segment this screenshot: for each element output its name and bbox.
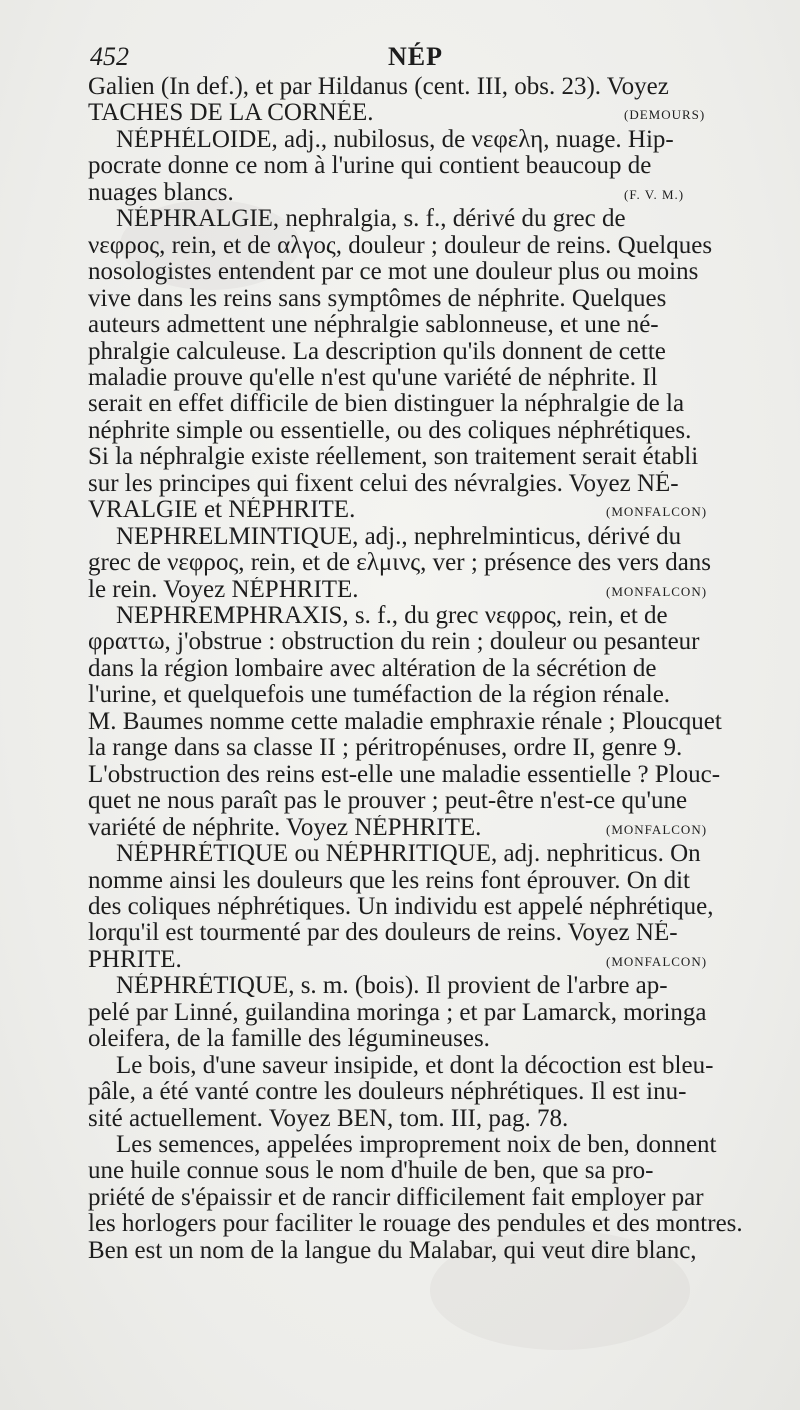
text-line [88,471,748,497]
text-line [88,629,748,655]
line-text: nosologistes entendent par ce mot une douleur plus ou moins [88,259,699,286]
line-text: dans la région lombaire avec altération de la sécrétion de [88,655,657,682]
line-text: serait en effet difficile de bien distinguer la néphralgie de la [88,391,685,418]
line-text: l'urine, et quelquefois une tuméfaction de la région rénale. [88,682,671,709]
text-line [116,1132,748,1158]
text-line [88,1000,748,1026]
text-line [88,868,748,894]
author-signature: (MONFALCON) [606,504,708,520]
line-text: pelé par Linné, guilandina moringa ; et par Lamarck, moringa [88,999,707,1026]
line-text: oleifera, de la famille des légumineuses. [88,1026,490,1053]
line-text: Galien (In def.), et par Hildanus (cent. III, obs. 23). Voyez [88,74,669,100]
line-text: une huile connue sous le nom d'huile de ben, que sa pro- [88,1158,654,1185]
line-text: quet ne nous paraît pas le prouver ; peut-être n'est-ce qu'une [88,788,688,815]
line-text: NEPHREMPHRAXIS, s. f., du grec νεφρος, rein, et de [116,603,668,629]
line-text: le rein. Voyez NÉPHRITE. [88,576,359,603]
line-text: L'obstruction des reins est-elle une maladie essentielle ? Plouc- [88,761,721,788]
line-text: vive dans les reins sans symptômes de néphrite. Quelques [88,285,667,312]
text-line [88,1106,748,1132]
text-line [88,1185,748,1211]
text-line [88,762,748,788]
line-text: maladie prouve qu'elle n'est qu'une variété de néphrite. Il [88,364,658,391]
line-text: pâle, a été vanté contre les douleurs néphrétiques. Il est inu- [88,1079,687,1106]
line-text: sité actuellement. Voyez BEN, tom. III, pag. 78. [88,1105,569,1132]
text-line [88,709,748,735]
line-text: nomme ainsi les douleurs que les reins font éprouver. On dit [88,867,690,894]
text-line [88,391,748,417]
line-text: M. Baumes nomme cette maladie emphraxie rénale ; Ploucquet [88,708,722,735]
line-text: des coliques néphrétiques. Un individu est appelé néphrétique, [88,893,714,920]
text-line [88,1238,748,1264]
text-line [88,682,748,708]
text-line [116,206,748,232]
text-line [116,524,748,550]
line-text: Si la néphralgie existe réellement, son traitement serait établi [88,444,699,471]
line-text: les horlogers pour faciliter le rouage des pendules et des montres. [88,1211,743,1238]
text-line [88,365,748,391]
line-text: TACHES DE LA CORNÉE. [88,100,374,127]
text-line [116,603,748,629]
author-signature: (MONFALCON) [606,821,708,837]
line-text: Ben est un nom de la langue du Malabar, qui veut dire blanc, [88,1237,697,1264]
page-number: 452 [90,42,129,71]
text-line [88,894,748,920]
line-text: lorqu'il est tourmenté par des douleurs de reins. Voyez NÉ- [88,920,678,947]
author-signature: (F. V. M.) [624,186,685,202]
text-line [88,788,748,814]
author-signature: (MONFALCON) [606,583,708,599]
text-line [88,418,748,444]
text-line [88,286,748,312]
line-text: Le bois, d'une saveur insipide, et dont la décoction est bleu- [116,1052,714,1079]
line-text: νεφρος, rein, et de αλγος, douleur ; douleur de reins. Quelques [88,232,713,259]
line-text: nuages blancs. [88,179,234,206]
line-text: grec de νεφρος, rein, et de ελμινς, ver ; présence des vers dans [88,550,712,577]
text-line [88,920,748,946]
line-text: NÉPHRÉTIQUE, s. m. (bois). Il provient de l'arbre ap- [116,973,668,1000]
text-line [88,735,748,761]
line-text: auteurs admettent une néphralgie sablonneuse, et une né- [88,312,659,339]
text-line [88,312,748,338]
line-text: NEPHRELMINTIQUE, adj., nephrelminticus, dérivé du [116,523,682,550]
line-text: la range dans sa classe II ; péritropénuses, ordre II, genre 9. [88,735,683,762]
author-signature: (MONFALCON) [606,953,708,969]
line-text: NÉPHÉLOIDE, adj., nubilosus, de νεφελη, nuage. Hip- [116,126,674,153]
text-line [88,153,748,179]
author-signature: (DEMOURS) [624,107,706,123]
text-line [116,841,748,867]
text-line [88,259,748,285]
line-text: NÉPHRALGIE, nephralgia, s. f., dérivé du grec de [116,206,626,233]
running-head: NÉP [388,42,443,71]
line-text: φραττω, j'obstrue : obstruction du rein ; douleur ou pesanteur [88,629,700,656]
line-text: pocrate donne ce nom à l'urine qui contient beaucoup de [88,153,652,180]
text-line [88,1158,748,1184]
line-text: VRALGIE et NÉPHRITE. [88,497,356,524]
text-line [88,444,748,470]
line-text: phralgie calculeuse. La description qu'ils donnent de cette [88,338,666,365]
line-text: variété de néphrite. Voyez NÉPHRITE. [88,814,482,841]
text-line [116,973,748,999]
line-text: priété de s'épaissir et de rancir difficilement fait employer par [88,1184,704,1211]
line-text: sur les principes qui fixent celui des névralgies. Voyez NÉ- [88,470,679,497]
line-text: PHRITE. [88,946,182,973]
line-text: Les semences, appelées improprement noix de ben, donnent [116,1132,717,1158]
text-line [88,1079,748,1105]
text-line [88,656,748,682]
text-line [88,339,748,365]
text-line [88,1026,748,1052]
text-line [116,1053,748,1079]
text-line [88,74,748,100]
line-text: néphrite simple ou essentielle, ou des coliques néphrétiques. [88,417,692,444]
text-line [88,550,748,576]
text-line [88,1211,748,1237]
text-line [116,127,748,153]
line-text: NÉPHRÉTIQUE ou NÉPHRITIQUE, adj. nephriticus. On [116,841,701,868]
text-line [88,233,748,259]
